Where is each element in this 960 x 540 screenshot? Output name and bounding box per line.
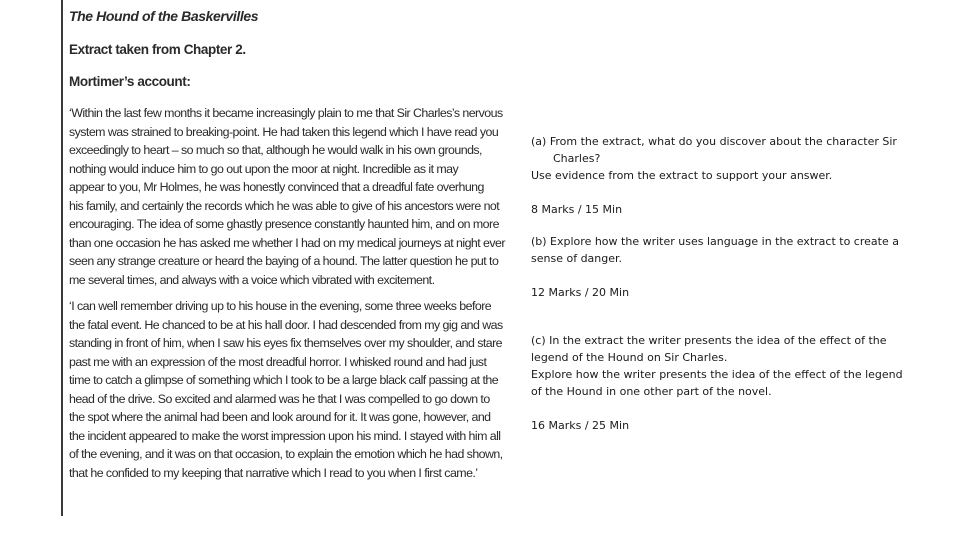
spacer — [531, 184, 931, 201]
question-c-line: of the Hound in one other part of the novel. — [531, 385, 772, 398]
question-a-line: Charles? — [553, 152, 601, 165]
extract-line: the spot where the animal had been and look around for it. It was gone, however, and — [69, 410, 491, 424]
account-heading: Mortimer’s account: — [69, 74, 191, 89]
question-a-line: (a) From the extract, what do you discover about the character Sir — [531, 135, 897, 148]
question-b-line: sense of danger. — [531, 252, 623, 265]
extract-line: system was strained to breaking-point. He had taken this legend which I have read you — [69, 124, 499, 139]
question-a-line: Use evidence from the extract to support your answer. — [531, 169, 833, 182]
book-title: The Hound of the Baskervilles — [69, 8, 259, 24]
question-a — [531, 133, 931, 218]
spacer — [531, 400, 931, 417]
chapter-label: Extract taken from Chapter 2. — [69, 42, 246, 57]
question-b-line: (b) Explore how the writer uses language in the extract to create a — [531, 235, 899, 248]
question-c-line: legend of the Hound on Sir Charles. — [531, 351, 728, 364]
spacer — [531, 218, 931, 233]
extract-line: encouraging. The idea of some ghastly presence constantly haunted him, and on more — [69, 217, 499, 231]
question-b — [531, 233, 931, 301]
spacer — [531, 267, 931, 284]
extract-line: than one occasion he has asked me whether I had on my medical journeys at night ever — [69, 235, 505, 250]
question-c-line: (c) In the extract the writer presents the idea of the effect of the — [531, 334, 887, 347]
extract-line: me several times, and always with a voice which vibrated with excitement. — [69, 272, 435, 287]
extract-line: of the evening, and it was on that occasion, to explain the emotion which he had shown, — [69, 447, 503, 461]
question-c-line: Explore how the writer presents the idea of the effect of the legend — [531, 368, 903, 381]
extract-line: time to catch a glimpse of something which I took to be a large black calf passing at the — [69, 373, 499, 387]
extract-paragraph-2 — [69, 297, 503, 482]
questions-panel — [531, 133, 931, 434]
question-b-marks: 12 Marks / 20 Min — [531, 286, 630, 299]
extract-line: appear to you, Mr Holmes, he was honestly convinced that a dreadful fate overhung — [69, 180, 484, 194]
extract-line: nothing would induce him to go out upon the moor at night. Incredible as it may — [69, 161, 459, 176]
question-c-marks: 16 Marks / 25 Min — [531, 419, 630, 432]
extract-line: the fatal event. He chanced to be at his hall door. I had descended from my gig and was — [69, 317, 503, 332]
question-a-marks: 8 Marks / 15 Min — [531, 203, 623, 216]
extract-line: past me with an expression of the most dreadful horror. I whisked round and had just — [69, 354, 487, 369]
extract-panel — [69, 6, 505, 490]
extract-line: seen any strange creature or heard the baying of a hound. The latter question he put to — [69, 254, 499, 268]
extract-line: the incident appeared to make the worst impression upon his mind. I stayed with him all — [69, 428, 501, 443]
page-edge-line — [61, 0, 63, 516]
extract-line: his family, and certainly the records which he was able to give of his ancestors were not — [69, 198, 500, 213]
spacer — [531, 301, 931, 332]
extract-line: head of the drive. So excited and alarmed was he that I was compelled to go down to — [69, 391, 490, 406]
extract-line: ‘Within the last few months it became increasingly plain to me that Sir Charles’s nervous — [69, 106, 503, 120]
extract-line: standing in front of him, when I saw his eyes fix themselves over my shoulder, and stare — [69, 336, 503, 350]
extract-paragraph-1 — [69, 104, 505, 289]
question-c — [531, 332, 931, 434]
extract-line: ‘I can well remember driving up to his house in the evening, some three weeks before — [69, 299, 492, 313]
extract-line: that he confided to my keeping that narrative which I read to you when I first came.’ — [69, 465, 478, 480]
extract-line: exceedingly to heart – so much so that, although he would walk in his own grounds, — [69, 143, 482, 157]
